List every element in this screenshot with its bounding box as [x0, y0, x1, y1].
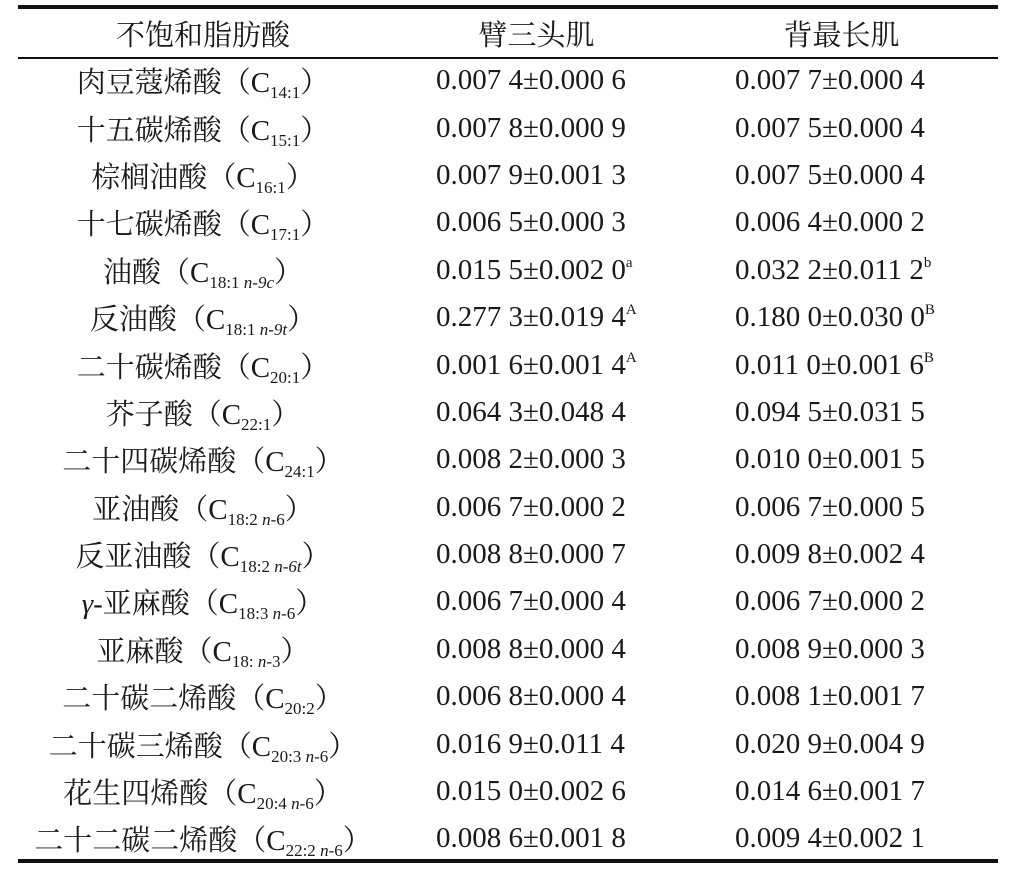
omega-position: -3 [266, 651, 281, 671]
closing-paren: ） [285, 161, 315, 194]
carbon-notation [270, 83, 300, 102]
longissimus-value [685, 720, 998, 767]
mean-sd: 0.011 0±0.001 6 [735, 348, 924, 381]
mean-sd: 0.014 6±0.001 7 [735, 775, 925, 808]
significance-mark: a [625, 254, 633, 271]
mean-sd: 0.180 0±0.030 0 [735, 301, 925, 334]
omega-notation: n [257, 651, 267, 671]
mean-sd: 0.006 7±0.000 2 [436, 490, 626, 523]
table-body [18, 57, 998, 863]
fatty-acid-label: 亚油酸（C [92, 493, 228, 526]
longissimus-value [685, 436, 998, 483]
triceps-value [388, 436, 685, 483]
longissimus-value [685, 294, 998, 341]
fatty-acid-name [18, 531, 388, 578]
fatty-acid-label: 反亚油酸（C [75, 541, 240, 574]
mean-sd: 0.007 9±0.001 3 [436, 158, 626, 191]
triceps-value [388, 247, 685, 294]
significance-mark: A [625, 349, 637, 366]
mean-sd: 0.006 4±0.000 2 [735, 206, 925, 239]
omega-notation: n-9t [259, 320, 288, 340]
mean-sd: 0.094 5±0.031 5 [735, 395, 925, 428]
triceps-value [388, 720, 685, 767]
carbon-ratio: 20:3 [271, 746, 306, 766]
mean-sd: 0.016 9±0.011 4 [436, 727, 625, 760]
fatty-acid-label: 反油酸（C [89, 304, 226, 337]
greek-prefix: γ [81, 588, 94, 621]
table-row [18, 578, 998, 625]
mean-sd: 0.006 7±0.000 5 [735, 490, 925, 523]
mean-sd: 0.006 5±0.000 3 [436, 206, 626, 239]
omega-notation: n [305, 746, 315, 766]
carbon-ratio: 20:4 [256, 794, 292, 814]
mean-sd: 0.006 7±0.000 4 [436, 585, 626, 618]
omega-notation: n-6t [274, 557, 302, 577]
omega-notation: n [291, 794, 300, 814]
table-row [18, 815, 998, 862]
triceps-value [388, 531, 685, 578]
mean-sd: 0.008 6±0.001 8 [436, 822, 626, 855]
closing-paren: ） [328, 730, 358, 763]
carbon-ratio: 24:1 [284, 462, 315, 482]
closing-paren: ） [274, 256, 304, 289]
mean-sd: 0.007 4±0.000 6 [436, 64, 626, 97]
triceps-value [388, 626, 685, 673]
longissimus-value [685, 768, 998, 815]
fatty-acid-label: -亚麻酸（C [93, 588, 239, 621]
fatty-acid-name [18, 199, 388, 246]
triceps-value [388, 815, 685, 862]
table-header-row [18, 9, 998, 57]
triceps-value [388, 578, 685, 625]
longissimus-value [685, 626, 998, 673]
carbon-ratio: 20:1 [270, 367, 301, 387]
triceps-value [388, 57, 685, 104]
fatty-acid-name [18, 673, 388, 720]
mean-sd: 0.008 8±0.000 7 [436, 538, 626, 571]
longissimus-value [685, 815, 998, 862]
fatty-acid-name [18, 152, 388, 199]
longissimus-value [685, 247, 998, 294]
carbon-notation [286, 841, 343, 860]
longissimus-value [685, 484, 998, 531]
carbon-notation [270, 131, 300, 150]
omega-position: -6 [281, 604, 296, 624]
mean-sd: 0.007 5±0.000 4 [735, 111, 925, 144]
mean-sd: 0.007 5±0.000 4 [735, 158, 925, 191]
fatty-acid-name [18, 484, 388, 531]
longissimus-value [685, 199, 998, 246]
mean-sd: 0.010 0±0.001 5 [735, 443, 925, 476]
fatty-acid-label: 油酸（C [102, 256, 210, 289]
table-row [18, 673, 998, 720]
carbon-ratio: 17:1 [270, 225, 301, 245]
carbon-ratio: 18:1 [209, 272, 244, 292]
closing-paren: ） [314, 446, 344, 479]
longissimus-value [685, 673, 998, 720]
omega-notation: n [272, 604, 282, 624]
longissimus-value [685, 531, 998, 578]
fatty-acid-name [18, 626, 388, 673]
mean-sd: 0.015 0±0.002 6 [436, 775, 626, 808]
table-row [18, 720, 998, 767]
triceps-value [388, 104, 685, 151]
table-row [18, 104, 998, 151]
fatty-acid-table [18, 9, 998, 863]
carbon-ratio: 14:1 [270, 83, 301, 103]
table-row [18, 484, 998, 531]
triceps-value [388, 199, 685, 246]
mean-sd: 0.032 2±0.011 2 [735, 253, 924, 286]
closing-paren: ） [314, 683, 344, 716]
mean-sd: 0.277 3±0.019 4 [436, 301, 626, 334]
fatty-acid-label: 二十碳二烯酸（C [62, 683, 285, 716]
fatty-acid-name [18, 341, 388, 388]
fatty-acid-name [18, 389, 388, 436]
closing-paren: ） [301, 541, 331, 574]
table-row [18, 389, 998, 436]
carbon-notation [225, 320, 287, 339]
carbon-notation [271, 747, 328, 766]
longissimus-value [685, 389, 998, 436]
fatty-acid-name [18, 57, 388, 104]
mean-sd: 0.008 2±0.000 3 [436, 443, 626, 476]
carbon-ratio: 16:1 [255, 177, 286, 197]
carbon-notation [270, 368, 300, 387]
table-row [18, 152, 998, 199]
fatty-acid-name [18, 104, 388, 151]
header-fatty-acid: 不饱和脂肪酸 [115, 19, 290, 52]
fatty-acid-label: 二十碳烯酸（C [76, 351, 271, 384]
fatty-acid-name [18, 815, 388, 862]
mean-sd: 0.008 8±0.000 4 [436, 632, 626, 665]
fatty-acid-label: 二十碳三烯酸（C [48, 730, 272, 763]
closing-paren: ） [284, 493, 314, 526]
significance-mark: B [923, 349, 934, 366]
header-triceps: 臂三头肌 [478, 19, 595, 52]
closing-paren: ） [287, 304, 317, 337]
omega-position: -6 [299, 794, 314, 814]
closing-paren: ） [300, 209, 330, 242]
carbon-ratio: 18:2 [227, 509, 263, 529]
carbon-ratio: 18:2 [239, 557, 275, 577]
table-row [18, 531, 998, 578]
fatty-acid-name [18, 578, 388, 625]
mean-sd: 0.001 6±0.001 4 [436, 348, 626, 381]
mean-sd: 0.020 9±0.004 9 [735, 727, 925, 760]
closing-paren: ） [300, 114, 330, 147]
significance-mark: b [923, 254, 932, 271]
triceps-value [388, 389, 685, 436]
fatty-acid-label: 肉豆蔻烯酸（C [76, 67, 271, 100]
carbon-notation [270, 225, 300, 244]
fatty-acid-name [18, 436, 388, 483]
mean-sd: 0.006 7±0.000 2 [735, 585, 925, 618]
fatty-acid-name [18, 720, 388, 767]
table-row [18, 341, 998, 388]
mean-sd: 0.009 8±0.002 4 [735, 538, 925, 571]
fatty-acid-name [18, 294, 388, 341]
triceps-value [388, 152, 685, 199]
omega-position: -6 [314, 746, 329, 766]
mean-sd: 0.007 8±0.000 9 [436, 111, 626, 144]
mean-sd: 0.009 4±0.002 1 [735, 822, 925, 855]
mean-sd: 0.015 5±0.002 0 [436, 253, 626, 286]
triceps-value [388, 484, 685, 531]
significance-mark: A [625, 302, 637, 319]
carbon-ratio: 22:2 [285, 841, 321, 861]
longissimus-value [685, 104, 998, 151]
longissimus-value [685, 578, 998, 625]
significance-mark: B [924, 302, 935, 319]
closing-paren: ） [295, 588, 325, 621]
fatty-acid-name [18, 768, 388, 815]
triceps-value [388, 673, 685, 720]
mean-sd: 0.006 8±0.000 4 [436, 680, 626, 713]
carbon-notation [285, 462, 315, 481]
longissimus-value [685, 152, 998, 199]
carbon-notation [285, 699, 315, 718]
omega-notation: n-9c [243, 272, 275, 292]
mean-sd: 0.008 1±0.001 7 [735, 680, 925, 713]
fatty-acid-label: 亚麻酸（C [96, 635, 232, 668]
closing-paren: ） [280, 635, 310, 668]
mean-sd: 0.007 7±0.000 4 [735, 64, 925, 97]
omega-notation: n [262, 509, 271, 529]
closing-paren: ） [271, 398, 301, 431]
carbon-ratio: 22:1 [241, 414, 272, 434]
carbon-notation [241, 415, 271, 434]
longissimus-value [685, 341, 998, 388]
fatty-acid-label: 十五碳烯酸（C [76, 114, 271, 147]
fatty-acid-label: 二十二碳二烯酸（C [34, 825, 286, 858]
omega-position: -6 [328, 841, 343, 861]
carbon-notation [238, 604, 295, 623]
table-row [18, 247, 998, 294]
table-row [18, 199, 998, 246]
carbon-notation [257, 794, 314, 813]
fatty-acid-name [18, 247, 388, 294]
header-longissimus: 背最长肌 [783, 19, 900, 52]
closing-paren: ） [342, 825, 372, 858]
carbon-notation [232, 652, 281, 671]
carbon-notation [256, 178, 286, 197]
longissimus-value [685, 57, 998, 104]
triceps-value [388, 341, 685, 388]
fatty-acid-label: 棕榈油酸（C [91, 161, 256, 194]
table-row [18, 57, 998, 104]
triceps-value [388, 294, 685, 341]
table-row [18, 626, 998, 673]
closing-paren: ） [300, 351, 330, 384]
table-row [18, 294, 998, 341]
carbon-ratio: 18:1 [225, 320, 260, 340]
closing-paren: ） [300, 67, 330, 100]
table-row [18, 768, 998, 815]
omega-position: -6 [270, 509, 285, 529]
fatty-acid-label: 十七碳烯酸（C [76, 209, 271, 242]
mean-sd: 0.064 3±0.048 4 [436, 395, 626, 428]
carbon-notation [240, 557, 302, 576]
closing-paren: ） [313, 778, 343, 811]
triceps-value [388, 768, 685, 815]
fatty-acid-label: 二十四碳烯酸（C [62, 446, 285, 479]
carbon-notation [209, 273, 274, 292]
carbon-ratio: 18:3 [238, 604, 273, 624]
fatty-acid-label: 芥子酸（C [105, 398, 242, 431]
table-row [18, 436, 998, 483]
carbon-ratio: 18: [231, 651, 258, 671]
carbon-ratio: 20:2 [284, 699, 315, 719]
fatty-acid-label: 花生四烯酸（C [63, 778, 257, 811]
carbon-ratio: 15:1 [270, 130, 301, 150]
mean-sd: 0.008 9±0.000 3 [735, 632, 925, 665]
carbon-notation [228, 510, 285, 529]
omega-notation: n [320, 841, 329, 861]
